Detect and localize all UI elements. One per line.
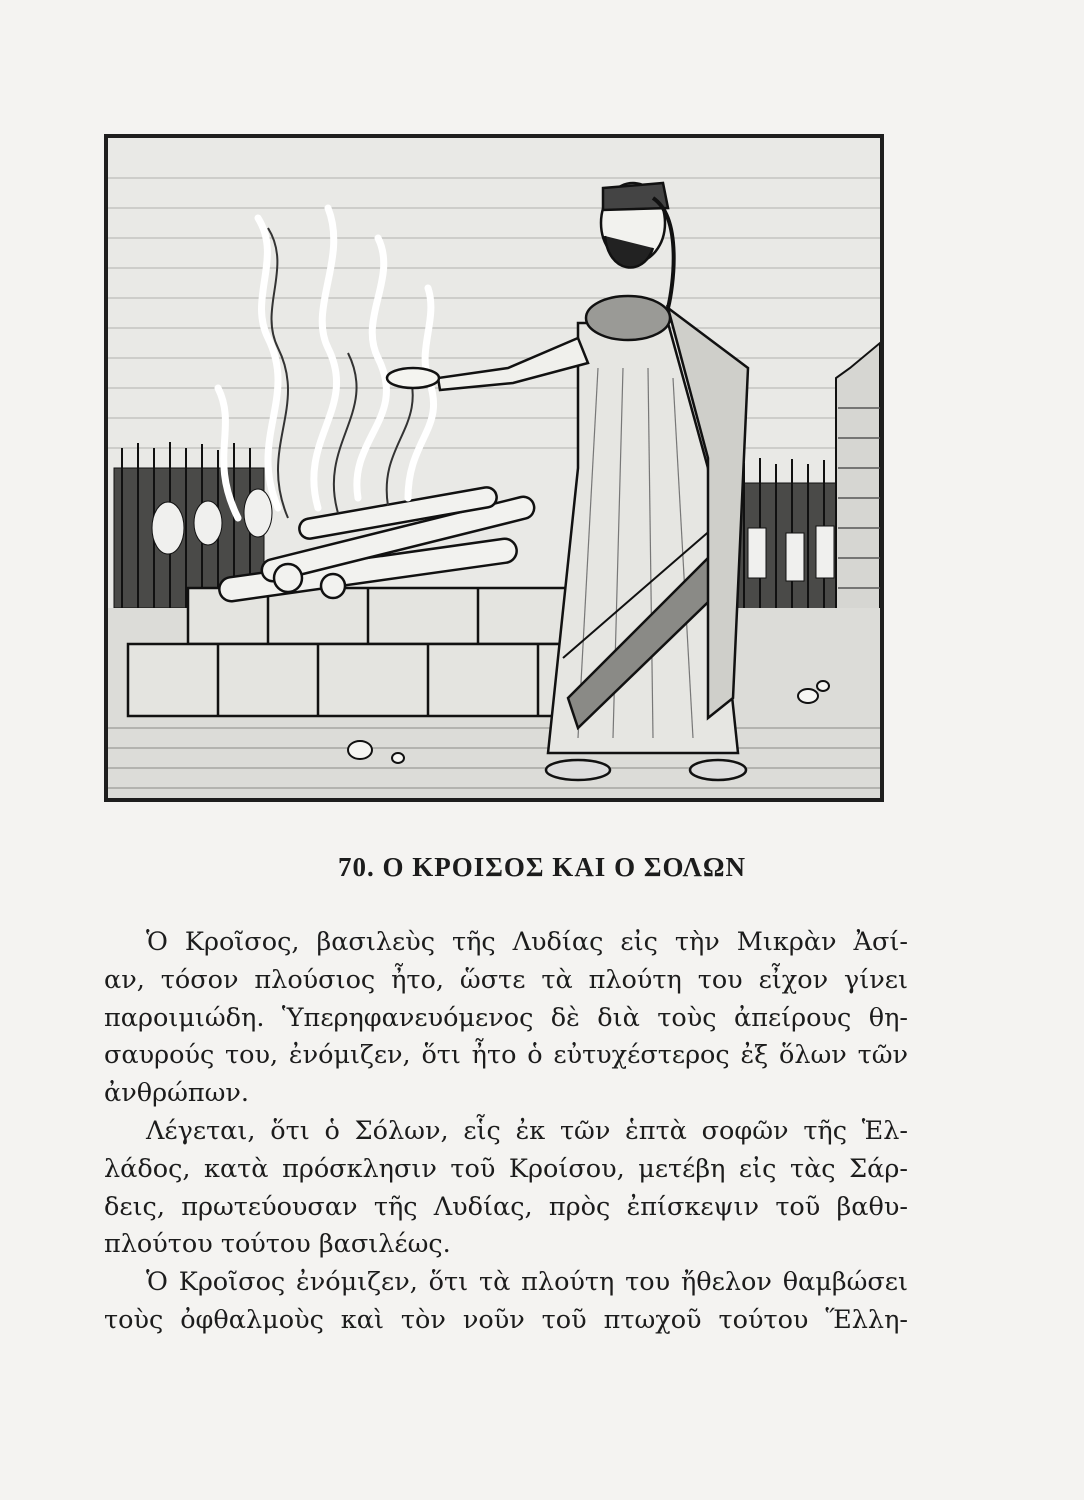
text-line: παροιμιώδη. Ὑπερηφανευόμενος δὲ διὰ τοὺς ἀπείρους θη- [104,1002,908,1033]
woodcut-illustration [104,134,884,802]
paragraph-1 [104,924,908,1113]
paragraph-3 [104,1264,908,1340]
text-line: σαυρούς του, ἐνόμιζεν, ὅτι ἦτο ὁ εὐτυχέστερος ἐξ ὅλων τῶν [104,1040,908,1071]
paragraph-2 [104,1113,908,1264]
text-line: Ὁ Κροῖσος ἐνόμιζεν, ὅτι τὰ πλούτη του ἤθελον θαμβώσει [146,1267,908,1298]
text-line: αν, τόσον πλούσιος ἦτο, ὥστε τὰ πλούτη του εἶχον γίνει [104,964,908,995]
text-line: τοὺς ὀφθαλμοὺς καὶ τὸν νοῦν τοῦ πτωχοῦ τούτου Ἕλλη- [104,1304,908,1335]
text-line: ἀνθρώπων. [104,1078,250,1109]
croesus-pyre-engraving [108,138,880,798]
text-line: Λέγεται, ὅτι ὁ Σόλων, εἷς ἐκ τῶν ἑπτὰ σοφῶν τῆς Ἑλ- [146,1115,908,1146]
text-line: πλούτου τούτου βασιλέως. [104,1229,451,1260]
text-line: λάδος, κατὰ πρόσκλησιν τοῦ Κροίσου, μετέβη εἰς τὰς Σάρ- [104,1153,908,1184]
chapter-title: 70. Ο ΚΡΟΙΣΟΣ ΚΑΙ Ο ΣΟΛΩΝ [338,852,746,882]
chapter-body [104,924,908,1340]
text-line: Ὁ Κροῖσος, βασιλεὺς τῆς Λυδίας εἰς τὴν Μικρὰν Ἀσί- [146,927,908,957]
text-line: δεις, πρωτεύουσαν τῆς Λυδίας, πρὸς ἐπίσκεψιν τοῦ βαθυ- [104,1191,908,1222]
